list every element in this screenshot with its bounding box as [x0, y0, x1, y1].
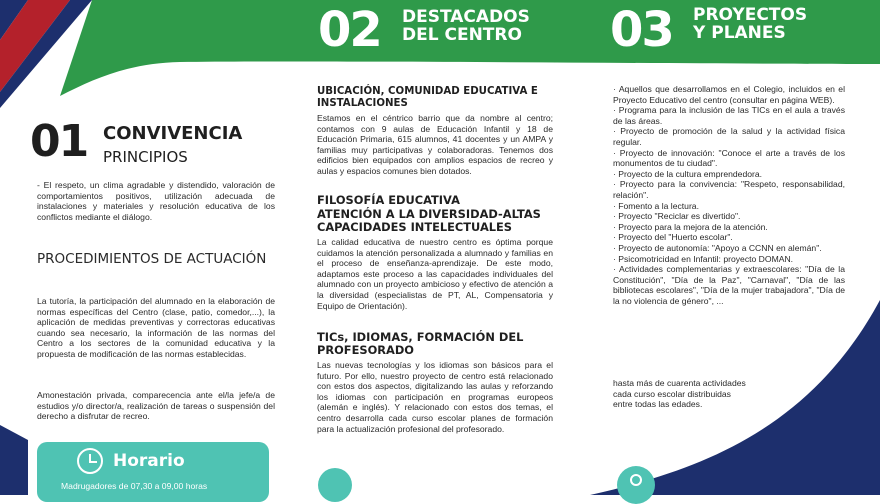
footer-line-1: hasta más de cuarenta actividades: [613, 378, 746, 388]
heading-ubicacion: UBICACIÓN, COMUNIDAD EDUCATIVA E INSTALACIONES: [317, 86, 538, 109]
title-line-2: Y PLANES: [693, 22, 786, 43]
title-line-2: DEL CENTRO: [402, 24, 522, 45]
projects-footer: [613, 378, 845, 410]
heading-diversidad: ATENCIÓN A LA DIVERSIDAD-ALTAS CAPACIDADES INTELECTUALES: [317, 207, 541, 234]
list-item: · Fomento a la lectura.: [613, 200, 699, 211]
section-title-proyectos: [693, 7, 807, 43]
clock-icon: [77, 448, 103, 474]
list-item: · Proyecto de promoción de la salud y la actividad física regular.: [613, 126, 845, 147]
list-item: · Aquellos que desarrollamos en el Colegio, incluidos en el Proyecto Educativo del centro (consultar en página WEB).: [613, 84, 845, 105]
footer-line-3: entre todas las edades.: [613, 399, 703, 410]
list-item: · Proyecto para la mejora de la atención.: [613, 221, 768, 232]
list-item: · Proyecto de la cultura emprendedora.: [613, 168, 763, 179]
section-subtitle-principios: PRINCIPIOS: [103, 148, 188, 166]
paragraph-ubicacion: Estamos en el céntrico barrio que da nombre al centro; contamos con 9 aulas de Educación Infantil y 18 de Educación Primaria, 615 alumnos, 41 docentes y un AMPA y familias muy participativas y colaboradoras. Tenemos dos edificios bien equipados con amplios espacios de recreo y aulas y espacios comunes bien dotados.: [317, 113, 553, 176]
section-title-destacados: [402, 9, 530, 45]
paragraph-filosofia: La calidad educativa de nuestro centro es óptima porque cuidamos la atención personalizada a alumnado y familias en el proceso de enseñanza-aprendizaje. De este modo, adaptamos este proceso a las capacidades individuales del alumnado con un proyecto ambicioso y efectivo de atención a la diversidad (especialistas de PT, AL, Compensatoria y Equipo de Orientación).: [317, 237, 553, 311]
list-item: · Proyecto del "Huerto escolar".: [613, 232, 733, 243]
heading-tics: TICs, IDIOMAS, FORMACIÓN DEL PROFESORADO: [317, 330, 524, 357]
horario-line: Madrugadores de 07,30 a 09,00 horas: [61, 481, 208, 491]
horario-title: Horario: [113, 451, 185, 471]
procedures-paragraph-1: La tutoría, la participación del alumnado en la elaboración de normas específicas del Centro (clase, patio, comedor,...), la aplicación de medidas preventivas y correctoras educativas cuando sea necesario, la información de las normas del Centro a los sectores de la comunidad educativa y la propuesta de modificación de las normas establecidas.: [37, 296, 275, 359]
section-number-03: 03: [610, 2, 673, 58]
list-item: · Proyecto para la convivencia: "Respeto, responsabilidad, relación".: [613, 179, 845, 200]
list-item: · Psicomotricidad en Infantil: proyecto DOMAN.: [613, 253, 794, 264]
list-item: · Programa para la inclusión de las TICs en el aula a través de las áreas.: [613, 105, 845, 126]
section-number-01: 01: [30, 116, 88, 167]
section-number-02: 02: [318, 2, 381, 58]
list-item: · Proyecto de innovación: "Conoce el arte a través de los monumentos de tu ciudad".: [613, 147, 845, 169]
paragraph-tics: Las nuevas tecnologías y los idiomas son básicos para el futuro. Por ello, nuestro proyecto de centro está relacionado con estos dos aspectos, digitalizando las aulas y reforzando los idiomas con participación en programas europeos (alemán e inglés). Y relacionado con estos dos temas, el centro desarrolla cada curso escolar planes de formación para la actualización profesional del profesorado.: [317, 360, 553, 434]
list-item: · Proyecto "Reciclar es divertido".: [613, 211, 741, 222]
list-item: · Proyecto de autonomía: "Apoyo a CCNN en alemán".: [613, 242, 822, 253]
people-icon: [617, 466, 655, 504]
footer-line-2: cada curso escolar distribuidas: [613, 388, 731, 399]
title-line-1: DESTACADOS: [402, 7, 530, 27]
section-title-convivencia: CONVIVENCIA: [103, 123, 243, 144]
principles-text: - El respeto, un clima agradable y distendido, valoración de comportamientos positivos, utilización adecuada de instalaciones y materiales y resolución educativa de los conflictos mediante el diálogo.: [37, 180, 275, 222]
list-item: · Actividades complementarias y extraescolares: "Día de la Constitución", "Día de la Paz", "Carnaval", "Día de las bibliotecas escolares", "Día de la mujer trabajadora", "Día de la no violencia de género", ...: [613, 264, 845, 306]
heading-filosofia: FILOSOFÍA EDUCATIVA: [317, 193, 460, 207]
navy-corner: [0, 425, 28, 495]
horario-box: [37, 442, 269, 502]
title-line-1: PROYECTOS: [693, 5, 808, 25]
projects-list: [613, 84, 845, 306]
teal-circle-icon: [318, 468, 352, 502]
procedures-paragraph-2: Amonestación privada, comparecencia ante el/la jefe/a de estudios y/o director/a, realización de tareas o suspensión del derecho a disfrutar de recreo.: [37, 390, 275, 422]
procedures-title: PROCEDIMIENTOS DE ACTUACIÓN: [37, 251, 267, 267]
